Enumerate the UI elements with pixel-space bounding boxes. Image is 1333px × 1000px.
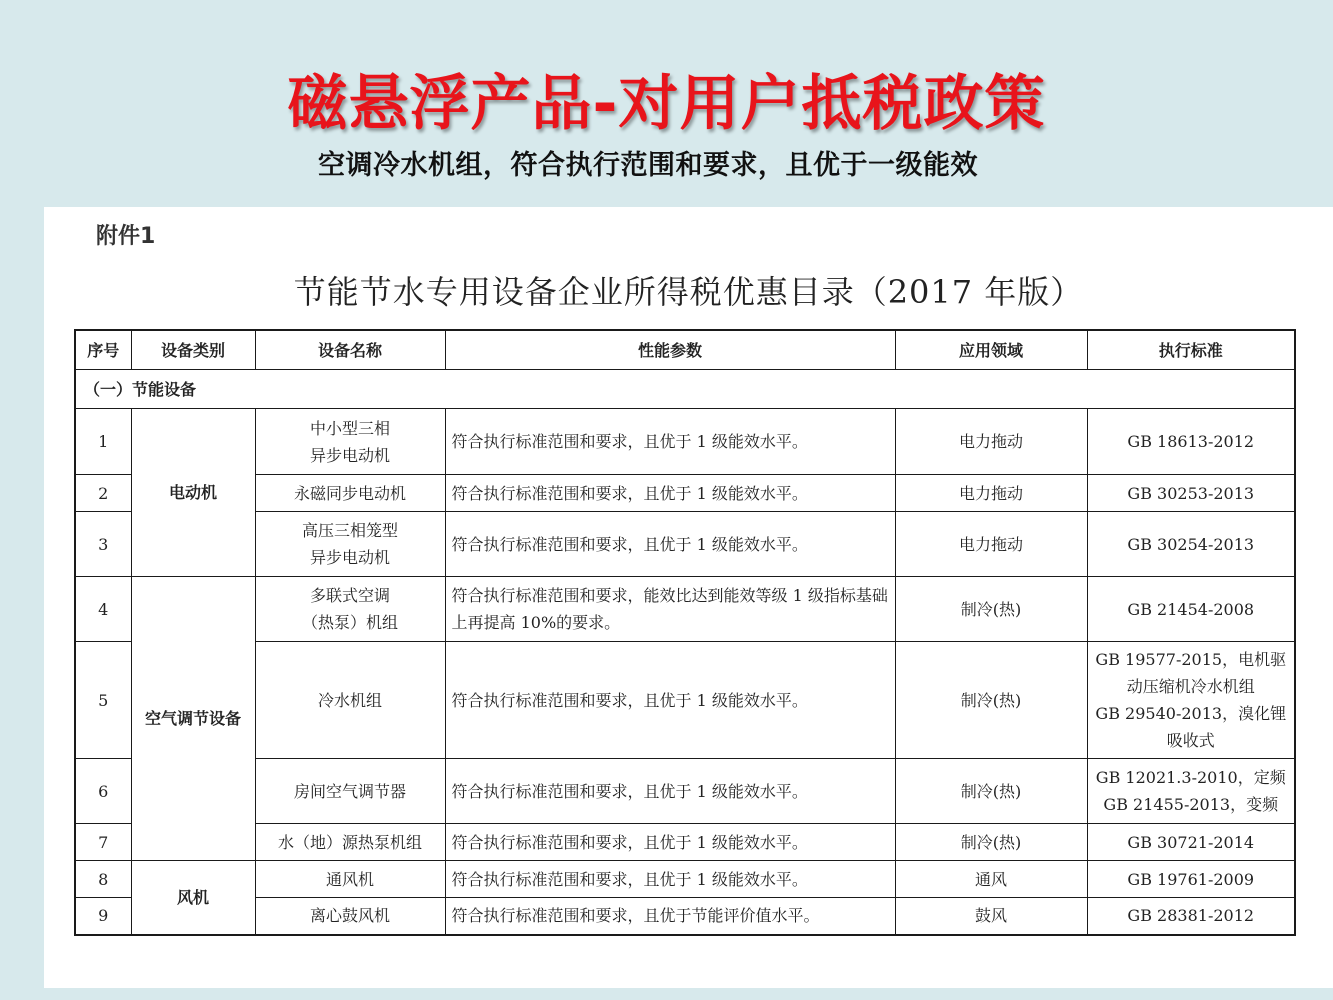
section-label: （一）节能设备 (75, 370, 1295, 409)
row-name: 永磁同步电动机 (255, 475, 445, 512)
table-row (75, 861, 1295, 898)
category-motor: 电动机 (131, 409, 255, 577)
document-title: 节能节水专用设备企业所得税优惠目录（2017 年版） (293, 273, 1084, 311)
header-name: 设备名称 (255, 330, 445, 370)
category-fan: 风机 (131, 861, 255, 935)
table-row (75, 475, 1295, 512)
row-standard: GB 21454-2008 (1087, 577, 1295, 642)
row-standard: GB 18613-2012 (1087, 409, 1295, 475)
row-param: 符合执行标准范围和要求，且优于 1 级能效水平。 (445, 512, 895, 577)
row-field: 电力拖动 (895, 409, 1087, 475)
table-row (75, 409, 1295, 475)
table-row (75, 642, 1295, 759)
category-air-conditioning: 空气调节设备 (131, 577, 255, 861)
row-name: 房间空气调节器 (255, 759, 445, 824)
row-name: 通风机 (255, 861, 445, 898)
row-field: 鼓风 (895, 898, 1087, 935)
row-standard: GB 19577-2015，电机驱动压缩机冷水机组 GB 29540-2013，溴化锂吸收式 (1087, 642, 1295, 759)
attachment-label: 附件1 (96, 224, 156, 249)
row-param: 符合执行标准范围和要求，且优于 1 级能效水平。 (445, 759, 895, 824)
catalog-table (74, 329, 1296, 936)
row-field: 电力拖动 (895, 475, 1087, 512)
row-field: 制冷(热) (895, 577, 1087, 642)
row-field: 制冷(热) (895, 759, 1087, 824)
row-param: 符合执行标准范围和要求，且优于 1 级能效水平。 (445, 475, 895, 512)
row-field: 制冷(热) (895, 642, 1087, 759)
row-field: 电力拖动 (895, 512, 1087, 577)
row-standard: GB 30254-2013 (1087, 512, 1295, 577)
row-name: 水（地）源热泵机组 (255, 824, 445, 861)
row-standard: GB 30253-2013 (1087, 475, 1295, 512)
row-name: 冷水机组 (255, 642, 445, 759)
row-no: 8 (75, 861, 131, 898)
section-row (75, 370, 1295, 409)
row-name: 中小型三相 异步电动机 (255, 409, 445, 475)
row-field: 制冷(热) (895, 824, 1087, 861)
row-name: 多联式空调 （热泵）机组 (255, 577, 445, 642)
header-standard: 执行标准 (1087, 330, 1295, 370)
row-no: 4 (75, 577, 131, 642)
row-no: 3 (75, 512, 131, 577)
row-param: 符合执行标准范围和要求，且优于 1 级能效水平。 (445, 409, 895, 475)
row-param: 符合执行标准范围和要求，且优于节能评价值水平。 (445, 898, 895, 935)
header-param: 性能参数 (445, 330, 895, 370)
row-standard: GB 12021.3-2010，定频 GB 21455-2013，变频 (1087, 759, 1295, 824)
row-no: 1 (75, 409, 131, 475)
row-no: 6 (75, 759, 131, 824)
row-standard: GB 19761-2009 (1087, 861, 1295, 898)
row-name: 离心鼓风机 (255, 898, 445, 935)
row-param: 符合执行标准范围和要求，且优于 1 级能效水平。 (445, 861, 895, 898)
document-panel (44, 207, 1333, 988)
header-no: 序号 (75, 330, 131, 370)
row-param: 符合执行标准范围和要求，且优于 1 级能效水平。 (445, 642, 895, 759)
row-no: 9 (75, 898, 131, 935)
row-standard: GB 28381-2012 (1087, 898, 1295, 935)
row-no: 5 (75, 642, 131, 759)
slide-title: 磁悬浮产品-对用户抵税政策 (287, 69, 1046, 139)
table-row (75, 759, 1295, 824)
row-field: 通风 (895, 861, 1087, 898)
row-no: 7 (75, 824, 131, 861)
table-row (75, 824, 1295, 861)
row-no: 2 (75, 475, 131, 512)
header-field: 应用领域 (895, 330, 1087, 370)
row-param: 符合执行标准范围和要求，且优于 1 级能效水平。 (445, 824, 895, 861)
row-param: 符合执行标准范围和要求，能效比达到能效等级 1 级指标基础上再提高 10%的要求。 (445, 577, 895, 642)
row-standard: GB 30721-2014 (1087, 824, 1295, 861)
row-name: 高压三相笼型 异步电动机 (255, 512, 445, 577)
header-category: 设备类别 (131, 330, 255, 370)
table-row (75, 512, 1295, 577)
table-row (75, 898, 1295, 935)
slide-subtitle: 空调冷水机组，符合执行范围和要求，且优于一级能效 (318, 150, 978, 181)
table-header-row (75, 330, 1295, 370)
table-row (75, 577, 1295, 642)
